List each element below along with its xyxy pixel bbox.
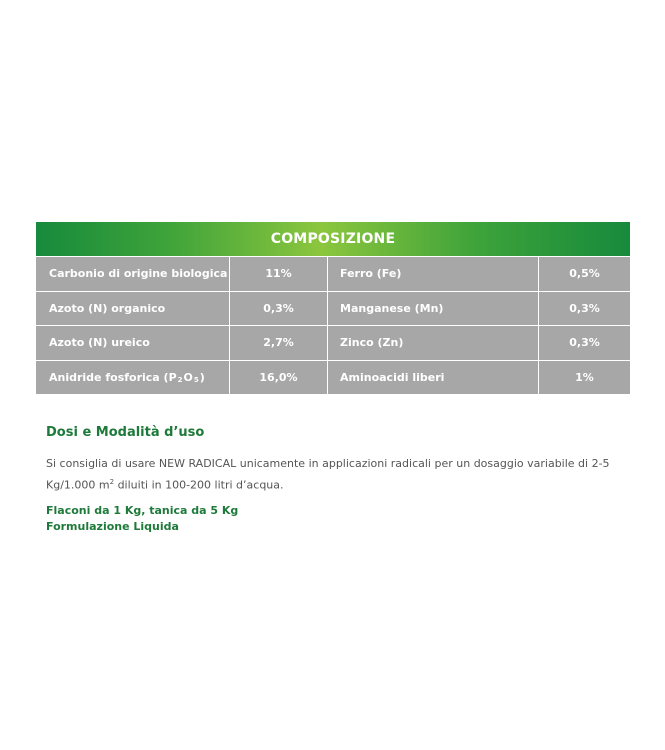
superscript: 2: [109, 478, 115, 486]
label-text: O: [183, 370, 193, 384]
usage-description: [46, 455, 626, 495]
nutrient-label: Zinco (Zn): [327, 326, 538, 360]
composition-table: [36, 222, 630, 394]
usage-text: diluiti in 100-200 litri d’acqua.: [114, 478, 284, 492]
table-row: [36, 291, 630, 326]
composition-header: [36, 222, 630, 256]
nutrient-label: [36, 361, 229, 395]
usage-title: Dosi e Modalità d’uso: [46, 425, 205, 440]
label-text: ): [199, 370, 205, 384]
nutrient-value: 0,5%: [538, 257, 630, 291]
nutrient-label: Manganese (Mn): [327, 292, 538, 326]
nutrient-label: Ferro (Fe): [327, 257, 538, 291]
nutrient-label: Azoto (N) organico: [49, 301, 166, 315]
subscript: 2: [177, 376, 183, 385]
usage-text: Si consiglia di usare NEW RADICAL unicamente in applicazioni radicali per un dosaggio variabile di 2-5 Kg/1.000 m: [46, 457, 610, 492]
table-row: [36, 360, 630, 395]
table-row: [36, 256, 630, 291]
composition-title: COMPOSIZIONE: [270, 231, 396, 247]
nutrient-label: Aminoacidi liberi: [327, 361, 538, 395]
packaging-line: Flaconi da 1 Kg, tanica da 5 Kg: [46, 504, 239, 517]
nutrient-value: 11%: [229, 257, 327, 291]
nutrient-value: 0,3%: [538, 326, 630, 360]
label-text: Anidride fosforica (P: [49, 370, 177, 384]
formulation-line: Formulazione Liquida: [46, 520, 179, 533]
table-row: [36, 325, 630, 360]
nutrient-label: Carbonio di origine biologica: [49, 267, 228, 281]
packaging-info: [46, 503, 238, 535]
subscript: 5: [193, 376, 199, 385]
nutrient-label: Azoto (N) ureico: [49, 336, 150, 350]
nutrient-value: 0,3%: [229, 292, 327, 326]
nutrient-value: 16,0%: [229, 361, 327, 395]
nutrient-value: 0,3%: [538, 292, 630, 326]
nutrient-value: 2,7%: [229, 326, 327, 360]
nutrient-value: 1%: [538, 361, 630, 395]
